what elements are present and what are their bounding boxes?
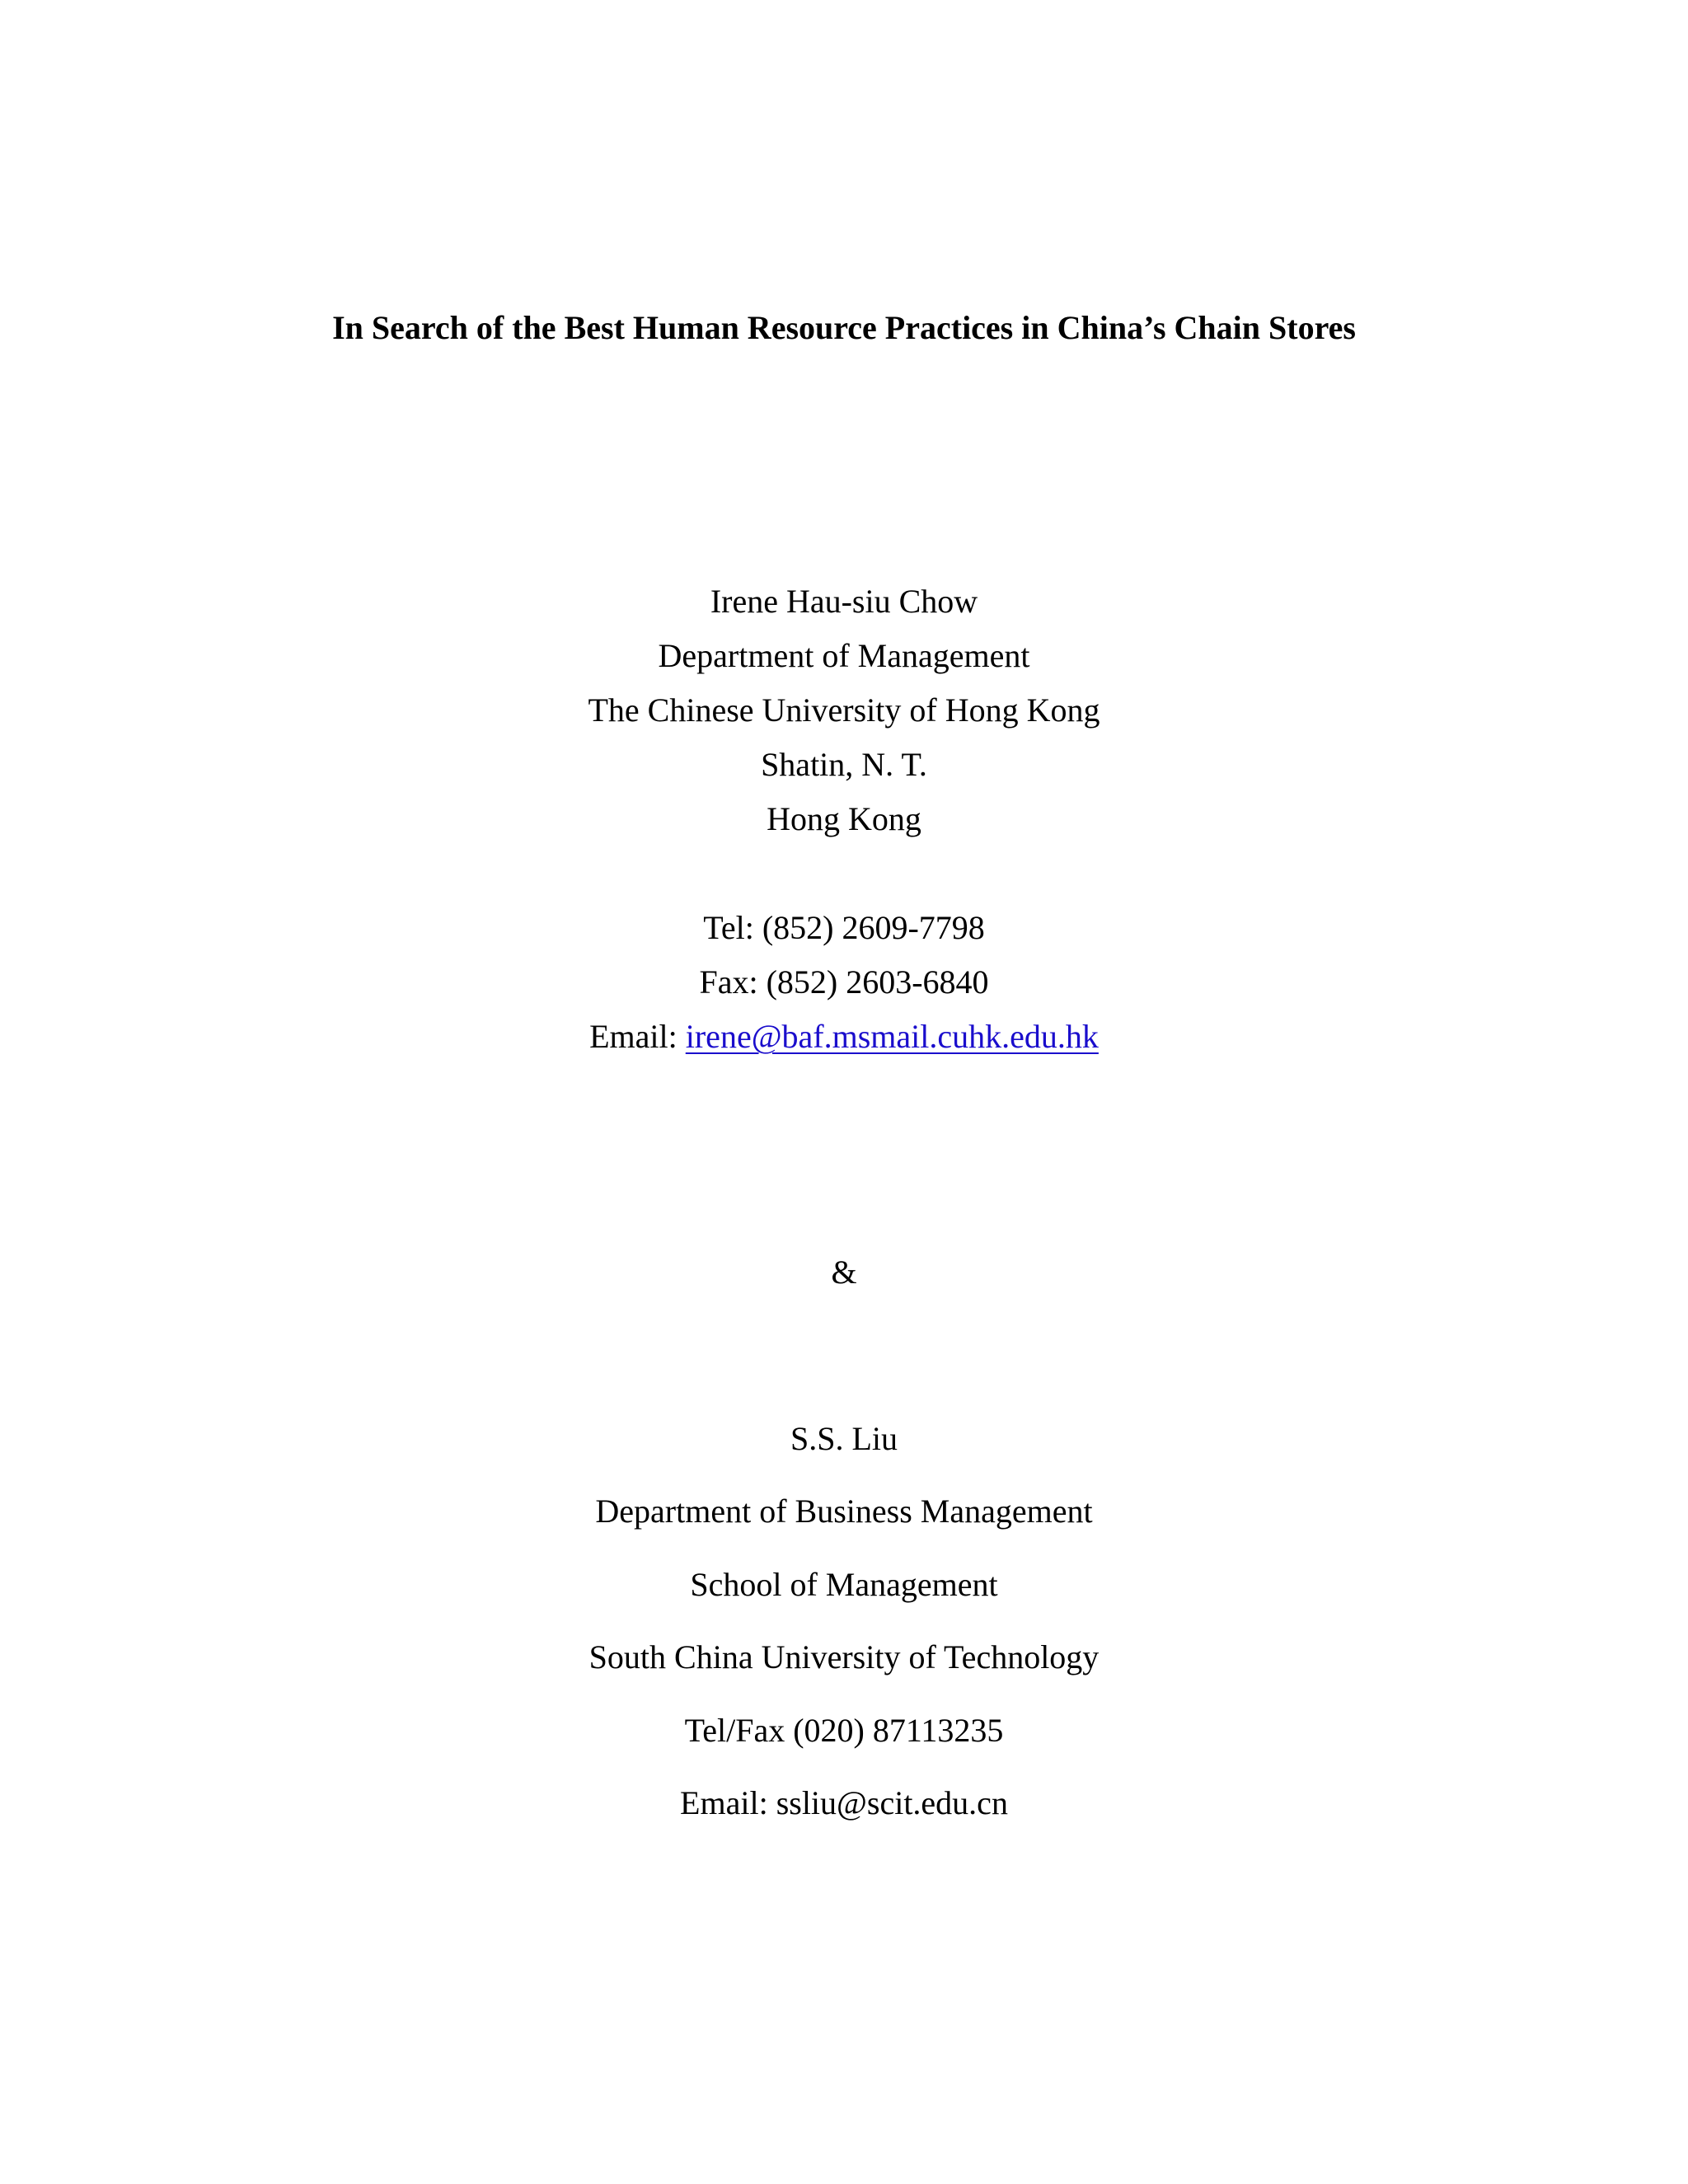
author1-fax: Fax: (852) 2603-6840 <box>699 963 989 1001</box>
paper-title: In Search of the Best Human Resource Practices in China’s Chain Stores <box>332 309 1356 346</box>
author1-region: Hong Kong <box>767 800 921 837</box>
author2-name: S.S. Liu <box>790 1420 898 1457</box>
author1-department: Department of Management <box>658 637 1030 674</box>
author1-email-line <box>0 1015 1688 1058</box>
author2-telfax: Tel/Fax (020) 87113235 <box>684 1712 1004 1749</box>
author2-university: South China University of Technology <box>588 1638 1100 1675</box>
author2-email: Email: ssliu@scit.edu.cn <box>680 1784 1008 1821</box>
author1-city: Shatin, N. T. <box>761 746 927 783</box>
author-separator: & <box>831 1254 857 1291</box>
author2-school: School of Management <box>690 1566 998 1603</box>
author1-name: Irene Hau-siu Chow <box>710 583 978 620</box>
author1-tel: Tel: (852) 2609-7798 <box>703 909 985 946</box>
author1-university: The Chinese University of Hong Kong <box>588 691 1100 729</box>
author1-email-link[interactable]: irene@baf.msmail.cuhk.edu.hk <box>685 1018 1099 1055</box>
author1-email-label: Email: <box>589 1018 686 1055</box>
author2-department: Department of Business Management <box>595 1493 1093 1530</box>
